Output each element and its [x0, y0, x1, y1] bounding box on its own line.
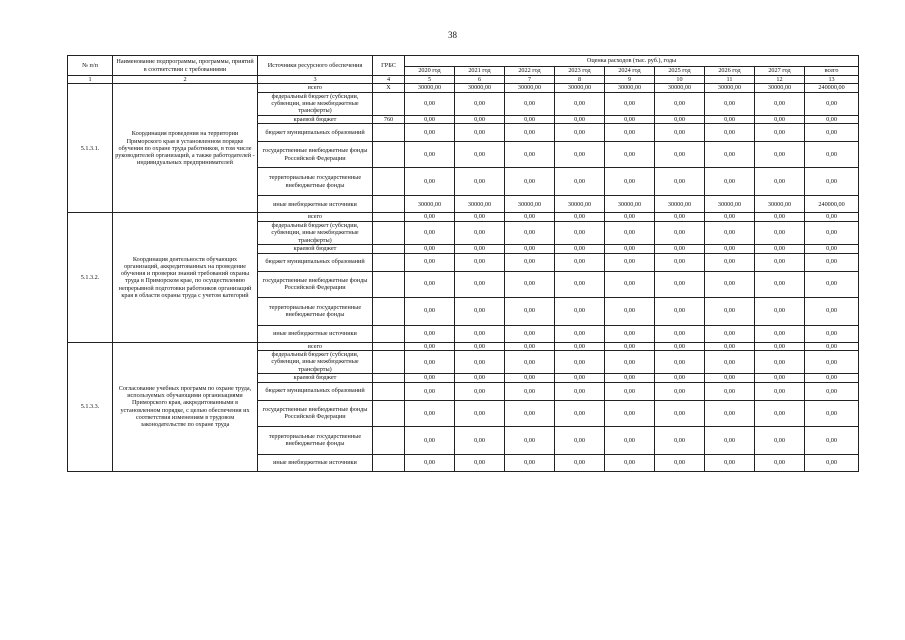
item-number: 5.1.3.1.	[68, 84, 113, 213]
year-value: 0,00	[405, 374, 455, 382]
year-value: 0,00	[755, 124, 805, 142]
year-value: 0,00	[755, 142, 805, 168]
year-value: 0,00	[705, 350, 755, 373]
year-value: 0,00	[655, 168, 705, 196]
year-value: 0,00	[755, 92, 805, 115]
year-value: 0,00	[455, 253, 505, 271]
year-value: 0,00	[555, 342, 605, 350]
grbs-code	[373, 374, 405, 382]
year-value: 0,00	[705, 142, 755, 168]
year-value: 0,00	[555, 124, 605, 142]
year-value: 0,00	[555, 426, 605, 454]
year-value: 0,00	[505, 124, 555, 142]
total-value: 0,00	[805, 374, 859, 382]
year-value: 0,00	[455, 342, 505, 350]
header-year: 2026 год	[705, 67, 755, 76]
funding-source: краевой бюджет	[258, 115, 373, 123]
year-value: 0,00	[405, 454, 455, 471]
year-value: 0,00	[755, 271, 805, 297]
year-value: 0,00	[455, 168, 505, 196]
column-index: 2	[113, 76, 258, 84]
column-index: 10	[655, 76, 705, 84]
year-value: 0,00	[655, 221, 705, 244]
header-year: 2025 год	[655, 67, 705, 76]
year-value: 0,00	[505, 297, 555, 325]
header-year: 2022 год	[505, 67, 555, 76]
grbs-code	[373, 271, 405, 297]
year-value: 0,00	[405, 297, 455, 325]
year-value: 0,00	[755, 297, 805, 325]
header-grbs: ГРБС	[373, 56, 405, 76]
year-value: 0,00	[505, 350, 555, 373]
year-value: 0,00	[605, 342, 655, 350]
column-index: 7	[505, 76, 555, 84]
year-value: 0,00	[555, 221, 605, 244]
funding-source: государственные внебюджетные фонды Российской Федерации	[258, 400, 373, 426]
column-index: 12	[755, 76, 805, 84]
year-value: 0,00	[505, 213, 555, 221]
year-value: 0,00	[605, 168, 655, 196]
year-value: 0,00	[605, 382, 655, 400]
funding-source: бюджет муниципальных образований	[258, 382, 373, 400]
year-value: 0,00	[555, 297, 605, 325]
year-value: 0,00	[455, 400, 505, 426]
total-value: 0,00	[805, 426, 859, 454]
item-name: Согласование учебных программ по охране труда, используемых обучающими организациями Приморского края, аккредитованными в установленном порядке, с целью обеспечения их соответствия изменениям в трудовом законодательстве по охране труда	[113, 342, 258, 471]
year-value: 0,00	[655, 454, 705, 471]
year-value: 0,00	[705, 213, 755, 221]
year-value: 0,00	[605, 221, 655, 244]
column-index: 1	[68, 76, 113, 84]
year-value: 0,00	[755, 350, 805, 373]
year-value: 0,00	[405, 400, 455, 426]
year-value: 0,00	[505, 115, 555, 123]
grbs-code	[373, 168, 405, 196]
grbs-code: X	[373, 84, 405, 92]
year-value: 0,00	[555, 142, 605, 168]
year-value: 0,00	[555, 271, 605, 297]
header-estimate: Оценка расходов (тыс. руб.), годы	[405, 56, 859, 67]
year-value: 0,00	[505, 245, 555, 253]
year-value: 0,00	[655, 400, 705, 426]
year-value: 0,00	[405, 92, 455, 115]
grbs-code	[373, 253, 405, 271]
column-index: 8	[555, 76, 605, 84]
header-year: 2027 год	[755, 67, 805, 76]
grbs-code	[373, 245, 405, 253]
year-value: 0,00	[405, 382, 455, 400]
year-value: 0,00	[555, 400, 605, 426]
funding-source: иные внебюджетные источники	[258, 325, 373, 342]
year-value: 0,00	[605, 400, 655, 426]
table-row	[68, 213, 859, 221]
year-value: 0,00	[455, 245, 505, 253]
year-value: 0,00	[655, 245, 705, 253]
total-value: 0,00	[805, 253, 859, 271]
year-value: 0,00	[655, 297, 705, 325]
year-value: 0,00	[405, 325, 455, 342]
year-value: 0,00	[405, 142, 455, 168]
year-value: 0,00	[505, 374, 555, 382]
year-value: 0,00	[555, 115, 605, 123]
total-value: 0,00	[805, 168, 859, 196]
funding-source: всего	[258, 342, 373, 350]
year-value: 30000,00	[405, 196, 455, 213]
year-value: 0,00	[655, 115, 705, 123]
page-number: 38	[448, 30, 457, 40]
year-value: 0,00	[705, 115, 755, 123]
year-value: 0,00	[555, 350, 605, 373]
year-value: 0,00	[455, 142, 505, 168]
year-value: 0,00	[705, 382, 755, 400]
column-index: 9	[605, 76, 655, 84]
header-year: 2021 год	[455, 67, 505, 76]
year-value: 0,00	[405, 426, 455, 454]
year-value: 30000,00	[605, 84, 655, 92]
year-value: 0,00	[605, 350, 655, 373]
year-value: 0,00	[655, 374, 705, 382]
funding-source: территориальные государственные внебюджетные фонды	[258, 168, 373, 196]
grbs-code	[373, 342, 405, 350]
header-year: 2020 год	[405, 67, 455, 76]
year-value: 0,00	[755, 221, 805, 244]
funding-source: краевой бюджет	[258, 245, 373, 253]
year-value: 0,00	[655, 92, 705, 115]
year-value: 0,00	[455, 382, 505, 400]
year-value: 30000,00	[455, 84, 505, 92]
year-value: 0,00	[505, 400, 555, 426]
year-value: 0,00	[455, 454, 505, 471]
total-value: 0,00	[805, 221, 859, 244]
year-value: 0,00	[505, 168, 555, 196]
year-value: 0,00	[555, 245, 605, 253]
total-value: 0,00	[805, 325, 859, 342]
total-value: 0,00	[805, 124, 859, 142]
year-value: 0,00	[405, 253, 455, 271]
year-value: 0,00	[705, 400, 755, 426]
year-value: 0,00	[405, 245, 455, 253]
year-value: 30000,00	[755, 84, 805, 92]
year-value: 0,00	[705, 426, 755, 454]
year-value: 0,00	[655, 213, 705, 221]
year-value: 0,00	[455, 374, 505, 382]
year-value: 0,00	[605, 253, 655, 271]
column-index: 13	[805, 76, 859, 84]
year-value: 0,00	[655, 271, 705, 297]
total-value: 0,00	[805, 213, 859, 221]
year-value: 0,00	[555, 382, 605, 400]
year-value: 0,00	[605, 454, 655, 471]
grbs-code	[373, 382, 405, 400]
year-value: 0,00	[405, 213, 455, 221]
year-value: 0,00	[755, 253, 805, 271]
year-value: 0,00	[705, 92, 755, 115]
year-value: 0,00	[705, 374, 755, 382]
year-value: 0,00	[555, 454, 605, 471]
year-value: 0,00	[755, 426, 805, 454]
year-value: 0,00	[755, 115, 805, 123]
funding-source: всего	[258, 84, 373, 92]
year-value: 0,00	[605, 374, 655, 382]
year-value: 0,00	[455, 115, 505, 123]
year-value: 0,00	[705, 168, 755, 196]
year-value: 0,00	[605, 115, 655, 123]
year-value: 0,00	[455, 92, 505, 115]
grbs-code	[373, 297, 405, 325]
year-value: 0,00	[455, 124, 505, 142]
total-value: 0,00	[805, 271, 859, 297]
grbs-code	[373, 221, 405, 244]
year-value: 0,00	[705, 245, 755, 253]
year-value: 0,00	[455, 213, 505, 221]
year-value: 0,00	[455, 271, 505, 297]
header-year: 2023 год	[555, 67, 605, 76]
year-value: 0,00	[655, 426, 705, 454]
year-value: 0,00	[605, 297, 655, 325]
year-value: 0,00	[505, 221, 555, 244]
year-value: 0,00	[755, 168, 805, 196]
item-number: 5.1.3.2.	[68, 213, 113, 342]
year-value: 30000,00	[555, 84, 605, 92]
year-value: 0,00	[705, 325, 755, 342]
year-value: 0,00	[655, 325, 705, 342]
year-value: 0,00	[705, 454, 755, 471]
year-value: 0,00	[655, 342, 705, 350]
year-value: 0,00	[655, 253, 705, 271]
year-value: 0,00	[705, 253, 755, 271]
year-value: 0,00	[555, 168, 605, 196]
year-value: 0,00	[455, 297, 505, 325]
year-value: 0,00	[755, 400, 805, 426]
column-index: 5	[405, 76, 455, 84]
total-value: 240000,00	[805, 196, 859, 213]
header-num: № п/п	[68, 56, 113, 76]
total-value: 0,00	[805, 350, 859, 373]
year-value: 0,00	[505, 271, 555, 297]
year-value: 30000,00	[405, 84, 455, 92]
grbs-code	[373, 325, 405, 342]
year-value: 0,00	[555, 325, 605, 342]
year-value: 0,00	[755, 213, 805, 221]
year-value: 0,00	[705, 271, 755, 297]
funding-source: краевой бюджет	[258, 374, 373, 382]
funding-source: бюджет муниципальных образований	[258, 253, 373, 271]
year-value: 0,00	[605, 142, 655, 168]
column-index: 3	[258, 76, 373, 84]
item-number: 5.1.3.3.	[68, 342, 113, 471]
funding-source: федеральный бюджет (субсидии, субвенции, иные межбюджетные трансферты)	[258, 221, 373, 244]
funding-source: иные внебюджетные источники	[258, 454, 373, 471]
year-value: 0,00	[455, 325, 505, 342]
expense-table	[67, 55, 859, 472]
funding-source: иные внебюджетные источники	[258, 196, 373, 213]
year-value: 0,00	[505, 253, 555, 271]
year-value: 0,00	[555, 213, 605, 221]
year-value: 0,00	[555, 374, 605, 382]
total-value: 0,00	[805, 92, 859, 115]
year-value: 0,00	[605, 426, 655, 454]
year-value: 0,00	[405, 124, 455, 142]
year-value: 0,00	[505, 454, 555, 471]
year-value: 0,00	[455, 350, 505, 373]
grbs-code	[373, 124, 405, 142]
table-row	[68, 342, 859, 350]
grbs-code	[373, 400, 405, 426]
grbs-code	[373, 426, 405, 454]
year-value: 0,00	[705, 221, 755, 244]
year-value: 0,00	[755, 342, 805, 350]
item-name: Координация деятельности обучающих организаций, аккредитованных на проведение обучения и проверки знаний требований охраны труда в Приморском крае, по осуществлению непрерывной подготовки работников организаций края в области охраны труда с учетом категорий	[113, 213, 258, 342]
year-value: 30000,00	[505, 196, 555, 213]
funding-source: территориальные государственные внебюджетные фонды	[258, 426, 373, 454]
header-name: Наименование подпрограммы, программы, приятий в соответствии с требованиями	[113, 56, 258, 76]
total-value: 0,00	[805, 245, 859, 253]
year-value: 0,00	[405, 221, 455, 244]
grbs-code	[373, 92, 405, 115]
table-row	[68, 84, 859, 92]
column-index: 11	[705, 76, 755, 84]
year-value: 0,00	[405, 350, 455, 373]
year-value: 0,00	[655, 382, 705, 400]
year-value: 0,00	[705, 124, 755, 142]
year-value: 30000,00	[655, 84, 705, 92]
year-value: 30000,00	[705, 196, 755, 213]
year-value: 30000,00	[555, 196, 605, 213]
year-value: 0,00	[705, 297, 755, 325]
column-index: 6	[455, 76, 505, 84]
grbs-code: 760	[373, 115, 405, 123]
funding-source: федеральный бюджет (субсидии, субвенции, иные межбюджетные трансферты)	[258, 92, 373, 115]
year-value: 0,00	[505, 426, 555, 454]
year-value: 0,00	[755, 374, 805, 382]
total-value: 0,00	[805, 115, 859, 123]
grbs-code	[373, 142, 405, 168]
year-value: 0,00	[505, 382, 555, 400]
year-value: 0,00	[755, 454, 805, 471]
year-value: 30000,00	[655, 196, 705, 213]
total-value: 240000,00	[805, 84, 859, 92]
year-value: 0,00	[705, 342, 755, 350]
funding-source: бюджет муниципальных образований	[258, 124, 373, 142]
grbs-code	[373, 350, 405, 373]
funding-source: государственные внебюджетные фонды Российской Федерации	[258, 142, 373, 168]
column-index: 4	[373, 76, 405, 84]
total-value: 0,00	[805, 400, 859, 426]
year-value: 0,00	[755, 382, 805, 400]
year-value: 0,00	[405, 271, 455, 297]
year-value: 0,00	[555, 253, 605, 271]
year-value: 0,00	[505, 325, 555, 342]
year-value: 0,00	[405, 115, 455, 123]
total-value: 0,00	[805, 382, 859, 400]
year-value: 0,00	[505, 142, 555, 168]
year-value: 0,00	[555, 92, 605, 115]
year-value: 0,00	[505, 342, 555, 350]
year-value: 0,00	[455, 426, 505, 454]
year-value: 0,00	[655, 142, 705, 168]
year-value: 0,00	[505, 92, 555, 115]
year-value: 0,00	[605, 271, 655, 297]
header-source: Источники ресурсного обеспечения	[258, 56, 373, 76]
year-value: 0,00	[605, 325, 655, 342]
grbs-code	[373, 454, 405, 471]
year-value: 0,00	[605, 245, 655, 253]
funding-source: федеральный бюджет (субсидии, субвенции, иные межбюджетные трансферты)	[258, 350, 373, 373]
header-year: всего	[805, 67, 859, 76]
grbs-code	[373, 196, 405, 213]
year-value: 0,00	[655, 124, 705, 142]
funding-source: государственные внебюджетные фонды Российской Федерации	[258, 271, 373, 297]
item-name: Координация проведения на территории Приморского края в установленном порядке обучения по охране труда работников, в том числе руководителей организаций, а также работодателей - индивидуальных предпринимателей	[113, 84, 258, 213]
total-value: 0,00	[805, 297, 859, 325]
year-value: 0,00	[455, 221, 505, 244]
funding-source: территориальные государственные внебюджетные фонды	[258, 297, 373, 325]
year-value: 0,00	[605, 213, 655, 221]
total-value: 0,00	[805, 142, 859, 168]
year-value: 30000,00	[755, 196, 805, 213]
year-value: 30000,00	[455, 196, 505, 213]
year-value: 0,00	[755, 245, 805, 253]
year-value: 0,00	[655, 350, 705, 373]
funding-source: всего	[258, 213, 373, 221]
year-value: 30000,00	[505, 84, 555, 92]
year-value: 0,00	[605, 92, 655, 115]
year-value: 30000,00	[605, 196, 655, 213]
total-value: 0,00	[805, 342, 859, 350]
year-value: 0,00	[405, 168, 455, 196]
total-value: 0,00	[805, 454, 859, 471]
header-year: 2024 год	[605, 67, 655, 76]
grbs-code	[373, 213, 405, 221]
year-value: 0,00	[405, 342, 455, 350]
year-value: 30000,00	[705, 84, 755, 92]
year-value: 0,00	[605, 124, 655, 142]
year-value: 0,00	[755, 325, 805, 342]
